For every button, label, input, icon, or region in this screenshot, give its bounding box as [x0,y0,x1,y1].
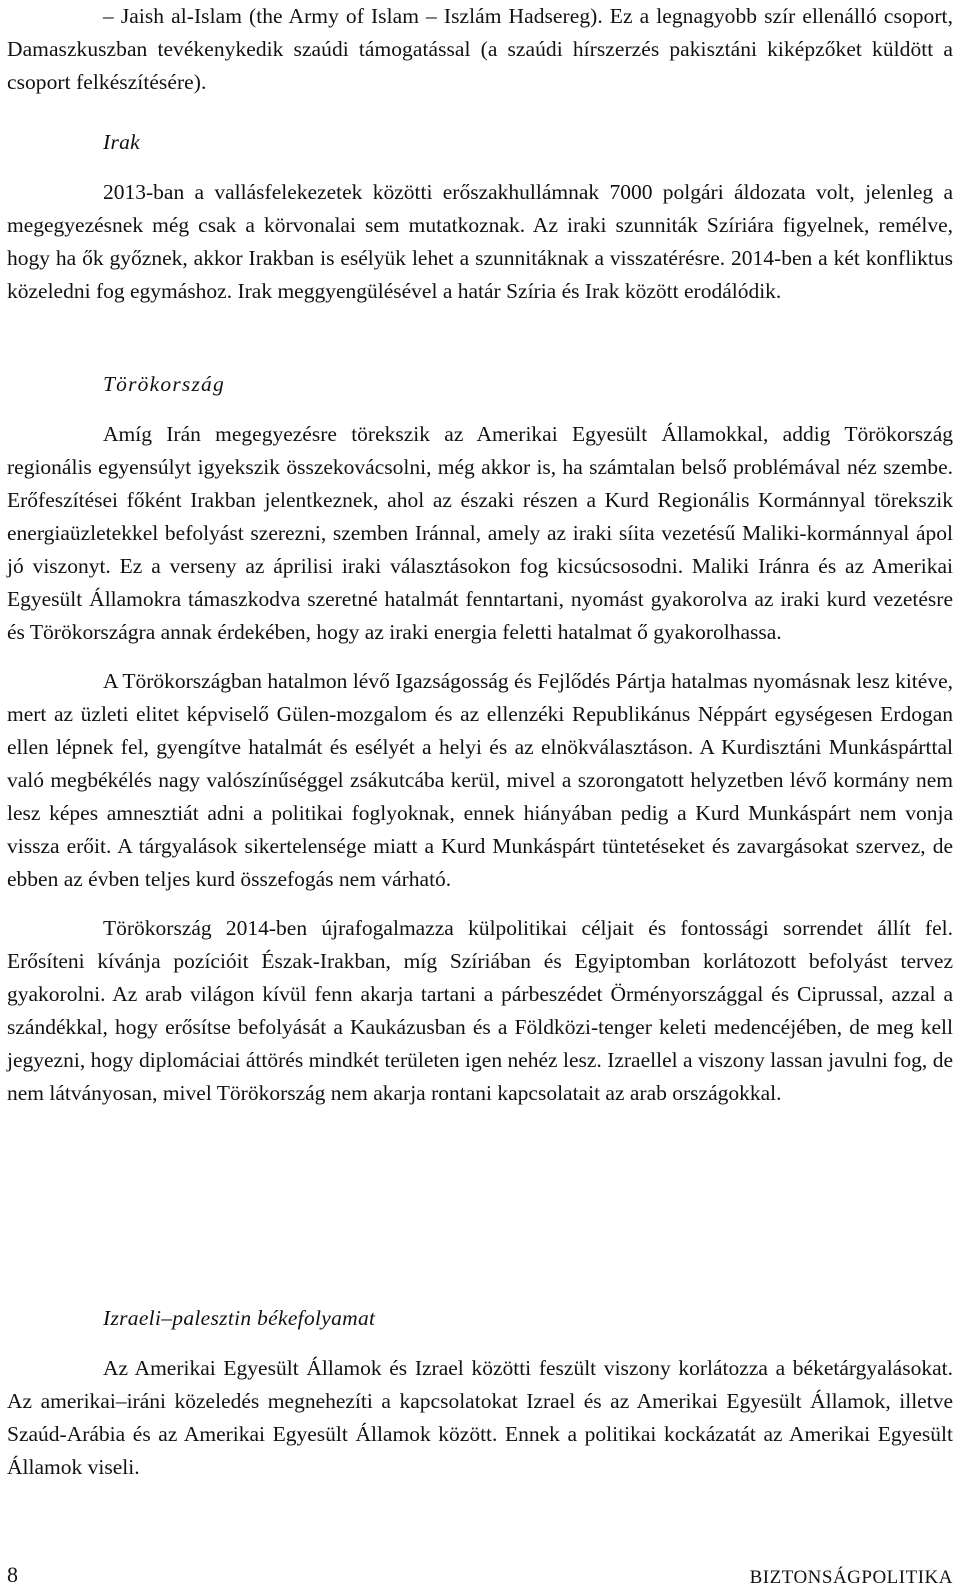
journal-name: BIZTONSÁGPOLITIKA [749,1567,953,1588]
paragraph: 2013-ban a vallásfelekezetek közötti erőszakhullámnak 7000 polgári áldozata volt, jelenleg a megegyezésnek még csak a körvonalai sem mutatkoznak. Az iraki szunniták Szíriára figyelnek, remélve, hogy ha ők győznek, akkor Irakban is esélyük lehet a szunnitáknak a visszatérésre. 2014-ben a két konfliktus közeledni fog egymáshoz. Irak meggyengülésével a határ Szíria és Irak között erodálódik. [7,180,953,303]
bullet-paragraph: – Jaish al-Islam (the Army of Islam – Iszlám Hadsereg). Ez a legnagyobb szír ellenálló csoport, Damaszkuszban tevékenykedik szaúdi támogatással (a szaúdi hírszerzés pakisztáni kiképzőket küldött a csoport felkészítésére). [7,4,953,94]
section-heading-irak: Irak [103,130,141,154]
section-heading-izraeli-palesztin: Izraeli–palesztin békefolyamat [103,1306,376,1330]
paragraph: A Törökországban hatalmon lévő Igazságosság és Fejlődés Pártja hatalmas nyomásnak lesz kitéve, mert az üzleti elitet képviselő Gülen-mozgalom és az ellenzéki Republikánus Néppárt egységesen Erdogan ellen lépnek fel, gyengítve hatalmát és esélyét a helyi és az elnökválasztáson. A Kurdisztáni Munkáspárttal való megbékélés nagy valószínűséggel zsákutcába kerül, mivel a szorongatott helyzetben lévő kormány nem lesz képes amnesztiát adni a politikai foglyoknak, ennek hiányában pedig a Kurd Munkáspárt nem vonja vissza erőit. A tárgyalások sikertelensége miatt a Kurd Munkáspárt tüntetéseket és zavargásokat szervez, de ebben az évben teljes kurd összefogás nem várható. [7,669,953,891]
section-body-izraeli-palesztin [7,1352,953,1484]
section-heading-torokorszag: Törökország [103,372,225,396]
paragraph: Amíg Irán megegyezésre törekszik az Amerikai Egyesült Államokkal, addig Törökország regionális egyensúlyt igyekszik összekovácsolni, még akkor is, ha számtalan belső problémával néz szembe. Erőfeszítései főként Irakban jelentkeznek, ahol az északi részen a Kurd Regionális Kormánnyal törekszik energiaüzletekkel befolyást szerezni, szemben Iránnal, amely az iraki síita vezetésű Maliki-kormánnyal ápol jó viszonyt. Ez a verseny az áprilisi iraki választásokon fog kicsúcsosodni. Maliki Iránra és az Amerikai Egyesült Államokra támaszkodva szeretné hatalmát fenntartani, nyomást gyakorolva az iraki kurd vezetésre és Törökországra annak érdekében, hogy az iraki energia feletti hatalmat ő gyakorolhassa. [7,422,953,644]
paragraph: Törökország 2014-ben újrafogalmazza külpolitikai céljait és fontossági sorrendet állít fel. Erősíteni kívánja pozícióit Észak-Irakban, míg Szíriában és Egyiptomban korlátozott befolyást tervez gyakorolni. Az arab világon kívül fenn akarja tartani a párbeszédet Örményországgal és Ciprussal, azzal a szándékkal, hogy erősítse befolyását a Kaukázusban és a Földközi-tenger keleti medencéjében, de meg kell jegyezni, hogy diplomáciai áttörés mindkét területen igen nehéz lesz. Izraellel a viszony lassan javulni fog, de nem látványosan, mivel Törökország nem akarja rontani kapcsolatait az arab országokkal. [7,916,953,1105]
section-body-torokorszag [7,418,953,1110]
page-number: 8 [7,1562,18,1587]
document-page [7,0,953,1593]
paragraph: Az Amerikai Egyesült Államok és Izrael közötti feszült viszony korlátozza a béketárgyalásokat. Az amerikai–iráni közeledés megnehezíti a kapcsolatokat Izrael és az Amerikai Egyesült Államok, illetve Szaúd-Arábia és az Amerikai Egyesült Államok között. Ennek a politikai kockázatát az Amerikai Egyesült Államok viseli. [7,1356,953,1479]
section-body-irak [7,176,953,308]
